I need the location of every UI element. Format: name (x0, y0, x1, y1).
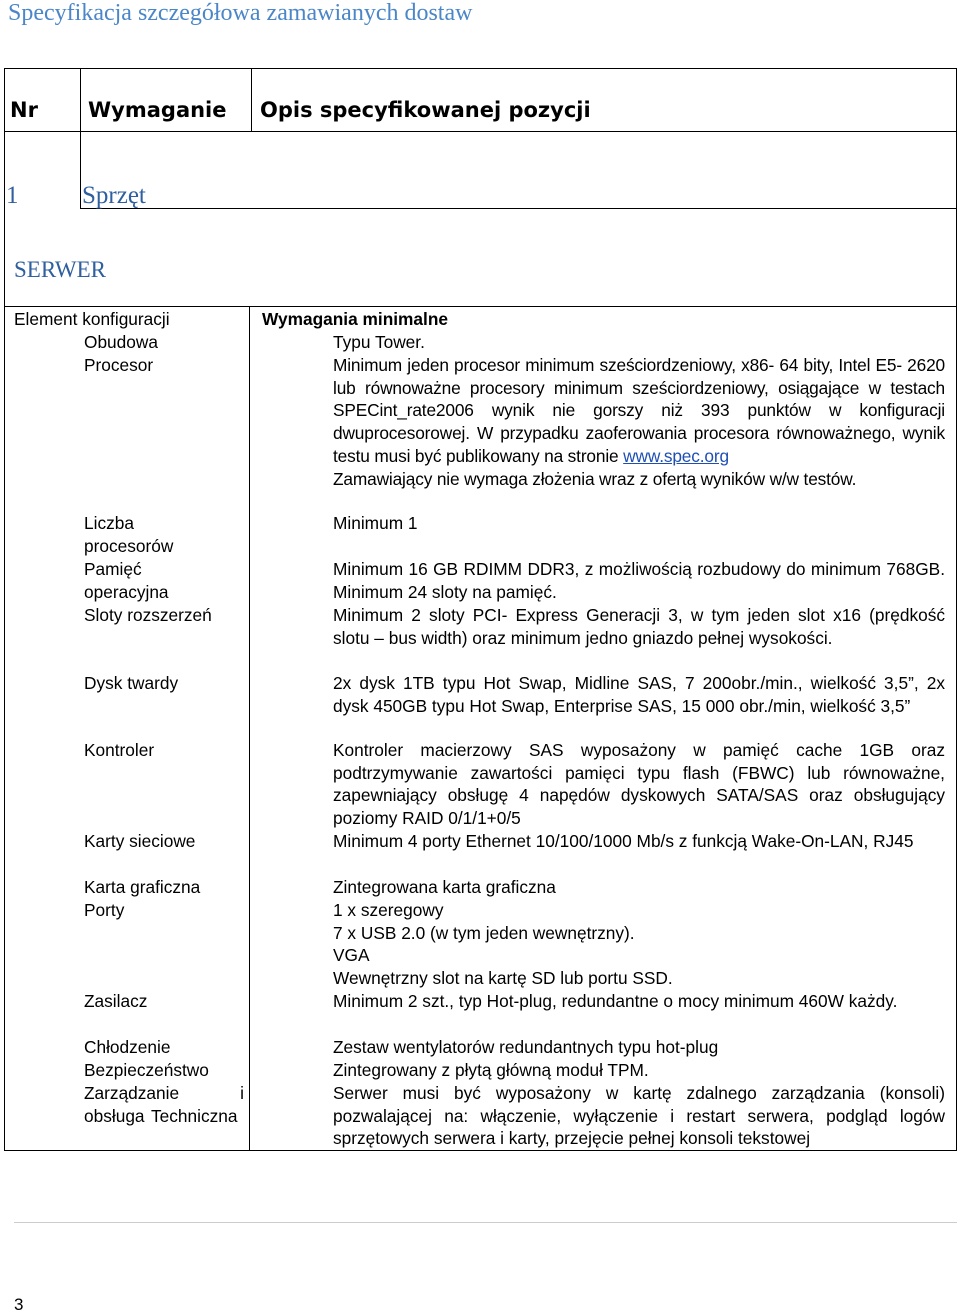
procesor-note: Zamawiający nie wymaga złożenia wraz z ofertą wyników w/w testów. (333, 468, 857, 489)
spec-header-requirements: Wymagania minimalne (262, 309, 448, 329)
row-value-chlodzenie: Zestaw wentylatorów redundantnych typu hot-plug (333, 1037, 719, 1057)
header-wymaganie: Wymaganie (88, 98, 227, 122)
port-line: VGA (333, 945, 370, 966)
row-value-sloty: Minimum 2 sloty PCI- Express Generacji 3, w tym jeden slot x16 (prędkość slotu – bus width) oraz minimum jedno gniazdo pełnej wysokości. (333, 605, 945, 648)
footer-divider (14, 1222, 957, 1223)
section-row-bottom (80, 208, 957, 209)
row-value-liczba-procesorow: Minimum 1 (333, 513, 418, 533)
row-label-karta-graficzna: Karta graficzna (84, 877, 201, 897)
row-label-karty-sieciowe: Karty sieciowe (84, 831, 196, 851)
header-divider (4, 131, 957, 132)
row-label-sloty: Sloty rozszerzeń (84, 605, 212, 625)
port-line: 7 x USB 2.0 (w tym jeden wewnętrzny). (333, 922, 635, 943)
row-value-karty-sieciowe: Minimum 4 porty Ethernet 10/100/1000 Mb/s z funkcją Wake-On-LAN, RJ45 (333, 831, 914, 851)
row-value-zarzadzanie: Serwer musi być wyposażony w kartę zdalnego zarządzania (konsoli) pozwalającej na: włączenie, wyłączenie i restart serwera, podgląd logów sprzętowych serwera i karty, przejęcie pełnej konsoli tekstowej (333, 1083, 945, 1149)
header-opis: Opis specyfikowanej pozycji (260, 98, 591, 122)
row-value-karta-graficzna: Zintegrowana karta graficzna (333, 877, 556, 897)
row-label-bezpieczenstwo: Bezpieczeństwo (84, 1060, 209, 1080)
procesor-text: Minimum jeden procesor minimum sześciordzeniowy, x86- 64 bity, Intel E5- 2620 lub równoważne procesory minimum sześciordzeniowy, osiągające w testach SPECint_rate2006 wynik nie gorszy niż 393 punktów w konfiguracji dwuprocesorowej. W przypadku zaoferowania procesora równoważnego, wynik testu musi być publikowany na stronie (333, 355, 945, 466)
document-title: Specyfikacja szczegółowa zamawianych dostaw (8, 0, 473, 26)
row-label-kontroler: Kontroler (84, 740, 155, 760)
section-name: Sprzęt (82, 182, 146, 209)
section-number: 1 (6, 182, 19, 209)
row-label-liczba-procesorow: Liczba procesorów (84, 513, 174, 556)
row-label-obudowa: Obudowa (84, 332, 158, 352)
row-label-procesor: Procesor (84, 355, 154, 375)
header-table (4, 68, 957, 208)
header-col-divider-2 (251, 68, 252, 131)
subsection-title: SERWER (14, 257, 107, 282)
row-value-kontroler: Kontroler macierzowy SAS wyposażony w pamięć cache 1GB oraz podtrzymywanie zawartości pamięci typu flash (FBWC) lub równoważne, zapewniający obsługę 4 napędów dyskowych SATA/SAS oraz obsługujący poziomy RAID 0/1/1+0/5 (333, 740, 945, 829)
spec-header-element: Element konfiguracji (14, 309, 170, 329)
row-label-chlodzenie: Chłodzenie (84, 1037, 171, 1057)
row-label-dysk: Dysk twardy (84, 673, 179, 693)
header-nr: Nr (10, 98, 38, 122)
row-value-porty (333, 899, 945, 990)
row-label-zasilacz: Zasilacz (84, 991, 148, 1011)
spec-column-divider (249, 306, 250, 1151)
page-number: 3 (14, 1295, 24, 1314)
spec-org-link[interactable]: www.spec.org (623, 445, 729, 466)
port-line: Wewnętrzny slot na kartę SD lub portu SSD. (333, 968, 673, 989)
row-value-dysk: 2x dysk 1TB typu Hot Swap, Midline SAS, 7 200obr./min., wielkość 3,5”, 2x dysk 450GB typu Hot Swap, Enterprise SAS, 15 000 obr./min, wielkość 3,5” (333, 673, 945, 716)
row-value-procesor (333, 354, 945, 490)
outer-right-border (956, 208, 957, 306)
row-value-obudowa: Typu Tower. (333, 332, 425, 352)
row-value-zasilacz: Minimum 2 szt., typ Hot-plug, redundantne o mocy minimum 460W każdy. (333, 991, 898, 1011)
row-label-pamiec: Pamięć operacyjna (84, 559, 169, 602)
port-line: 1 x szeregowy (333, 900, 444, 920)
header-col-divider-1 (80, 68, 81, 208)
row-value-pamiec: Minimum 16 GB RDIMM DDR3, z możliwością rozbudowy do minimum 768GB. Minimum 24 sloty na pamięć. (333, 559, 945, 602)
row-label-zarzadzanie: Zarządzanie i obsługa Techniczna (84, 1083, 244, 1126)
row-label-porty: Porty (84, 900, 125, 920)
row-value-bezpieczenstwo: Zintegrowany z płytą główną moduł TPM. (333, 1060, 649, 1080)
outer-left-border (4, 208, 5, 306)
